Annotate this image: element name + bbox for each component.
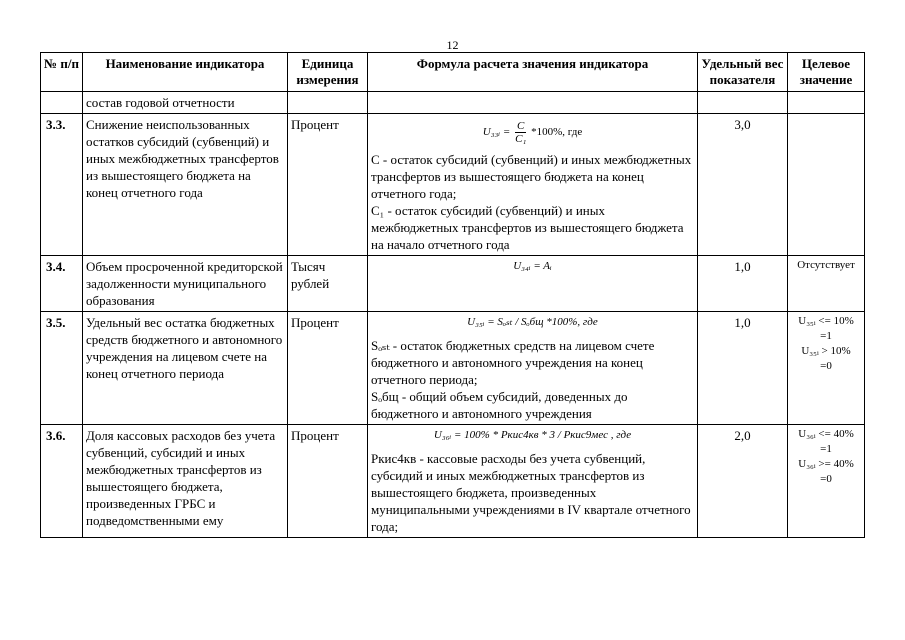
formula: U₃₆ᵢ = 100% * Pкис4кв * 3 / Pкис9мес , где xyxy=(433,429,632,441)
page-number: 12 xyxy=(446,38,459,52)
header-name: Наименование индикатора xyxy=(83,53,288,92)
formula-description: Pкис4кв - кассовые расходы без учета субвенций, субсидий и иных межбюджетных трансфертов из вышестоящего бюджета, произведенных муниципальными учреждениями в IV квартале отчетного года; xyxy=(371,451,691,534)
table-row xyxy=(41,114,865,256)
row-number: 3.3. xyxy=(41,114,83,256)
header-formula: Формула расчета значения индикатора xyxy=(368,53,698,92)
weight: 1,0 xyxy=(698,256,788,312)
header-row xyxy=(41,53,865,92)
indicator-name: Доля кассовых расходов без учета субвенций, субсидий и иных межбюджетных трансфертов из вышестоящего бюджета, произведенных ГРБС и подведомственными ему xyxy=(83,425,288,538)
row-number: 3.4. xyxy=(41,256,83,312)
target: Отсутствует xyxy=(788,256,865,312)
formula-description: Sₒбщ - общий объем субсидий, доведенных до бюджетного и автономного учреждения xyxy=(371,389,628,421)
formula-cell xyxy=(368,312,698,425)
weight: 3,0 xyxy=(698,114,788,256)
formula-cell xyxy=(368,256,698,312)
indicator-name: Удельный вес остатка бюджетных средств бюджетного и автономного учреждения на лицевом счете на конец отчетного периода xyxy=(83,312,288,425)
indicator-name: Снижение неиспользованных остатков субсидий (субвенций) и иных межбюджетных трансфертов из вышестоящего бюджета на конец отчетного года xyxy=(83,114,288,256)
formula-cell xyxy=(368,114,698,256)
formula-description: C - остаток субсидий (субвенций) и иных межбюджетных трансфертов из вышестоящего бюджета на конец отчетного года; xyxy=(371,152,692,201)
continuation-name: состав годовой отчетности xyxy=(83,92,288,114)
row-number: 3.5. xyxy=(41,312,83,425)
target: U₃₆ᵢ <= 40% =1 U₃₆ᵢ >= 40% =0 xyxy=(788,425,865,538)
unit: Процент xyxy=(288,425,368,538)
header-num: № п/п xyxy=(41,53,83,92)
continuation-row xyxy=(41,92,865,114)
formula-description: C₁ - остаток субсидий (субвенций) и иных межбюджетных трансфертов из вышестоящего бюджета на начало отчетного года xyxy=(371,203,684,252)
formula-description: Sₒₛₜ - остаток бюджетных средств на лицевом счете бюджетного и автономного учреждения на конец отчетного периода; xyxy=(371,338,655,387)
weight: 1,0 xyxy=(698,312,788,425)
unit: Процент xyxy=(288,114,368,256)
header-weight: Удельный вес показателя xyxy=(698,53,788,92)
formula: U₃₅ᵢ = Sₒₛₜ / Sₒбщ *100%, где xyxy=(467,316,598,328)
target: U₃₅ᵢ <= 10% =1 U₃₅ᵢ > 10% =0 xyxy=(788,312,865,425)
header-target: Целевое значение xyxy=(788,53,865,92)
formula: U₃₃ᵢ = $\frac{C}{\text{C₁}}$ *100%, где xyxy=(482,120,583,145)
unit: Процент xyxy=(288,312,368,425)
target xyxy=(788,114,865,256)
indicators-table xyxy=(40,52,865,538)
indicator-name: Объем просроченной кредиторской задолженности муниципального образования xyxy=(83,256,288,312)
table-row xyxy=(41,312,865,425)
row-number: 3.6. xyxy=(41,425,83,538)
table-row xyxy=(41,256,865,312)
formula: U₃₄ᵢ = Aᵢ xyxy=(513,260,552,272)
weight: 2,0 xyxy=(698,425,788,538)
fraction: $\frac{C}{\text{C₁}}$ xyxy=(515,120,527,145)
header-unit: Единица измерения xyxy=(288,53,368,92)
table-row xyxy=(41,425,865,538)
formula-cell xyxy=(368,425,698,538)
unit: Тысяч рублей xyxy=(288,256,368,312)
